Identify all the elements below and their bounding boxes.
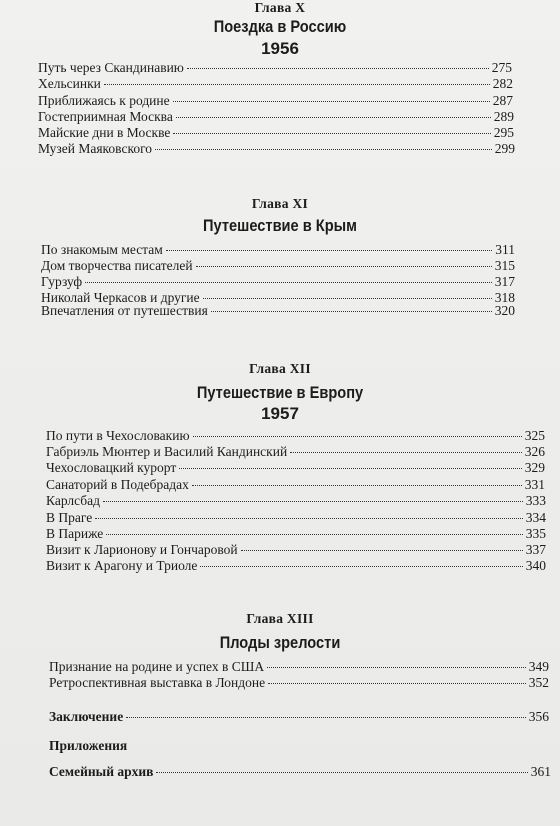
toc-entry-conclusion[interactable] bbox=[49, 709, 549, 725]
toc-entry[interactable] bbox=[38, 76, 513, 92]
dot-leader bbox=[103, 501, 523, 502]
dot-leader bbox=[173, 133, 490, 134]
chapter-title: Путешествие в Крым bbox=[203, 216, 357, 235]
toc-entry[interactable] bbox=[41, 258, 515, 274]
dot-leader bbox=[85, 282, 492, 283]
toc-entry-title: Признание на родине и успех в США bbox=[49, 659, 265, 674]
toc-entry-page: 317 bbox=[494, 274, 515, 289]
dot-leader bbox=[173, 101, 490, 102]
dot-leader bbox=[126, 717, 526, 718]
toc-entry[interactable] bbox=[46, 428, 545, 444]
toc-entry-title: Чехословацкий курорт bbox=[46, 460, 177, 475]
toc-entry-appendices[interactable]: Приложения bbox=[49, 738, 128, 753]
dot-leader bbox=[176, 117, 491, 118]
toc-entry[interactable] bbox=[49, 659, 549, 675]
dot-leader bbox=[290, 452, 522, 453]
dot-leader bbox=[192, 485, 522, 486]
toc-entry[interactable] bbox=[41, 242, 515, 258]
toc-entry-title: Санаторий в Подебрадах bbox=[46, 477, 189, 492]
dot-leader bbox=[106, 534, 523, 535]
toc-entry-title: Путь через Скандинавию bbox=[38, 60, 184, 75]
toc-entry[interactable] bbox=[41, 303, 515, 319]
toc-entry-title: Гурзуф bbox=[41, 274, 83, 289]
toc-entry[interactable] bbox=[46, 444, 545, 460]
toc-entry-page: 349 bbox=[528, 659, 549, 674]
toc-entry[interactable] bbox=[38, 125, 514, 141]
chapter-label: Глава XIII bbox=[246, 611, 314, 626]
toc-entry-title: Визит к Арагону и Триоле bbox=[46, 558, 198, 573]
toc-entry-title: Приближаясь к родине bbox=[38, 93, 170, 108]
dot-leader bbox=[268, 683, 526, 684]
toc-entry-page: 311 bbox=[495, 242, 515, 257]
toc-entry-page: 299 bbox=[494, 141, 515, 156]
toc-entry-title: Карлсбад bbox=[46, 493, 101, 508]
dot-leader bbox=[95, 518, 523, 519]
toc-entry-title: Музей Маяковского bbox=[38, 141, 153, 156]
dot-leader bbox=[179, 468, 521, 469]
toc-entry-title: По знакомым местам bbox=[41, 242, 163, 257]
toc-entry[interactable] bbox=[46, 460, 545, 476]
dot-leader bbox=[203, 298, 492, 299]
toc-entry-page: 361 bbox=[530, 764, 551, 779]
toc-entry-title: Ретроспективная выставка в Лондоне bbox=[49, 675, 266, 690]
toc-entry[interactable] bbox=[46, 493, 546, 509]
toc-entry-title: По пути в Чехословакию bbox=[46, 428, 190, 443]
toc-entry-title: Николай Черкасов и другие bbox=[41, 290, 200, 305]
toc-entry-title: Гостеприимная Москва bbox=[38, 109, 173, 124]
toc-entry-title: Хельсинки bbox=[38, 76, 101, 91]
chapter-label: Глава XII bbox=[249, 361, 311, 376]
toc-entry-page: 331 bbox=[524, 477, 545, 492]
toc-entry-title: Впечатления от путешествия bbox=[41, 303, 208, 318]
toc-entry-title: В Париже bbox=[46, 526, 104, 541]
dot-leader bbox=[156, 772, 527, 773]
toc-entry-page: 340 bbox=[525, 558, 546, 573]
toc-entry-page: 335 bbox=[525, 526, 546, 541]
toc-entry-page: 315 bbox=[494, 258, 515, 273]
toc-entry-title: Дом творчества писателей bbox=[41, 258, 193, 273]
dot-leader bbox=[166, 250, 492, 251]
toc-entry-page: 352 bbox=[528, 675, 549, 690]
toc-entry[interactable] bbox=[46, 510, 546, 526]
toc-entry-page: 337 bbox=[525, 542, 546, 557]
toc-entry-page: 325 bbox=[524, 428, 545, 443]
dot-leader bbox=[267, 667, 526, 668]
toc-entry-title: Габриэль Мюнтер и Василий Кандинский bbox=[46, 444, 288, 459]
toc-entry[interactable] bbox=[38, 109, 514, 125]
dot-leader bbox=[193, 436, 522, 437]
dot-leader bbox=[187, 68, 489, 69]
toc-entry-page: 334 bbox=[525, 510, 546, 525]
toc-entry-page: 318 bbox=[494, 290, 515, 305]
dot-leader bbox=[155, 149, 492, 150]
toc-entry-page: 287 bbox=[492, 93, 513, 108]
toc-entry[interactable] bbox=[46, 542, 546, 558]
dot-leader bbox=[241, 550, 523, 551]
toc-entry[interactable] bbox=[46, 526, 546, 542]
toc-entry-page: 282 bbox=[492, 76, 513, 91]
toc-entry[interactable] bbox=[46, 558, 546, 574]
toc-entry-page: 289 bbox=[493, 109, 514, 124]
toc-entry[interactable] bbox=[38, 93, 513, 109]
toc-entry-family-archive[interactable] bbox=[49, 764, 551, 780]
toc-entry[interactable] bbox=[38, 60, 512, 76]
toc-entry-page: 275 bbox=[491, 60, 512, 75]
toc-entry-page: 329 bbox=[524, 460, 545, 475]
dot-leader bbox=[104, 84, 490, 85]
toc-entry-page: 333 bbox=[525, 493, 546, 508]
chapter-year: 1957 bbox=[261, 404, 299, 423]
chapter-title: Путешествие в Европу bbox=[196, 383, 364, 402]
toc-entry[interactable] bbox=[41, 274, 515, 290]
toc-entry-page: 326 bbox=[524, 444, 545, 459]
toc-entry[interactable] bbox=[46, 477, 545, 493]
toc-entry-page: 295 bbox=[493, 125, 514, 140]
dot-leader bbox=[211, 311, 492, 312]
chapter-label: Глава XI bbox=[251, 196, 309, 211]
dot-leader bbox=[200, 566, 522, 567]
toc-entry-title: Семейный архив bbox=[49, 764, 154, 779]
chapter-year: 1956 bbox=[261, 39, 299, 58]
chapter-label: Глава X bbox=[254, 0, 306, 15]
toc-entry-title: В Праге bbox=[46, 510, 93, 525]
toc-entry-page: 356 bbox=[528, 709, 549, 724]
chapter-title: Поездка в Россию bbox=[213, 17, 347, 36]
toc-entry-title: Визит к Ларионову и Гончаровой bbox=[46, 542, 238, 557]
chapter-title: Плоды зрелости bbox=[219, 633, 341, 652]
toc-entry-title: Майские дни в Москве bbox=[38, 125, 171, 140]
toc-entry-page: 320 bbox=[494, 303, 515, 318]
toc-entry[interactable] bbox=[49, 675, 549, 691]
dot-leader bbox=[196, 266, 492, 267]
toc-entry-title: Заключение bbox=[49, 709, 124, 724]
toc-entry[interactable] bbox=[38, 141, 515, 157]
